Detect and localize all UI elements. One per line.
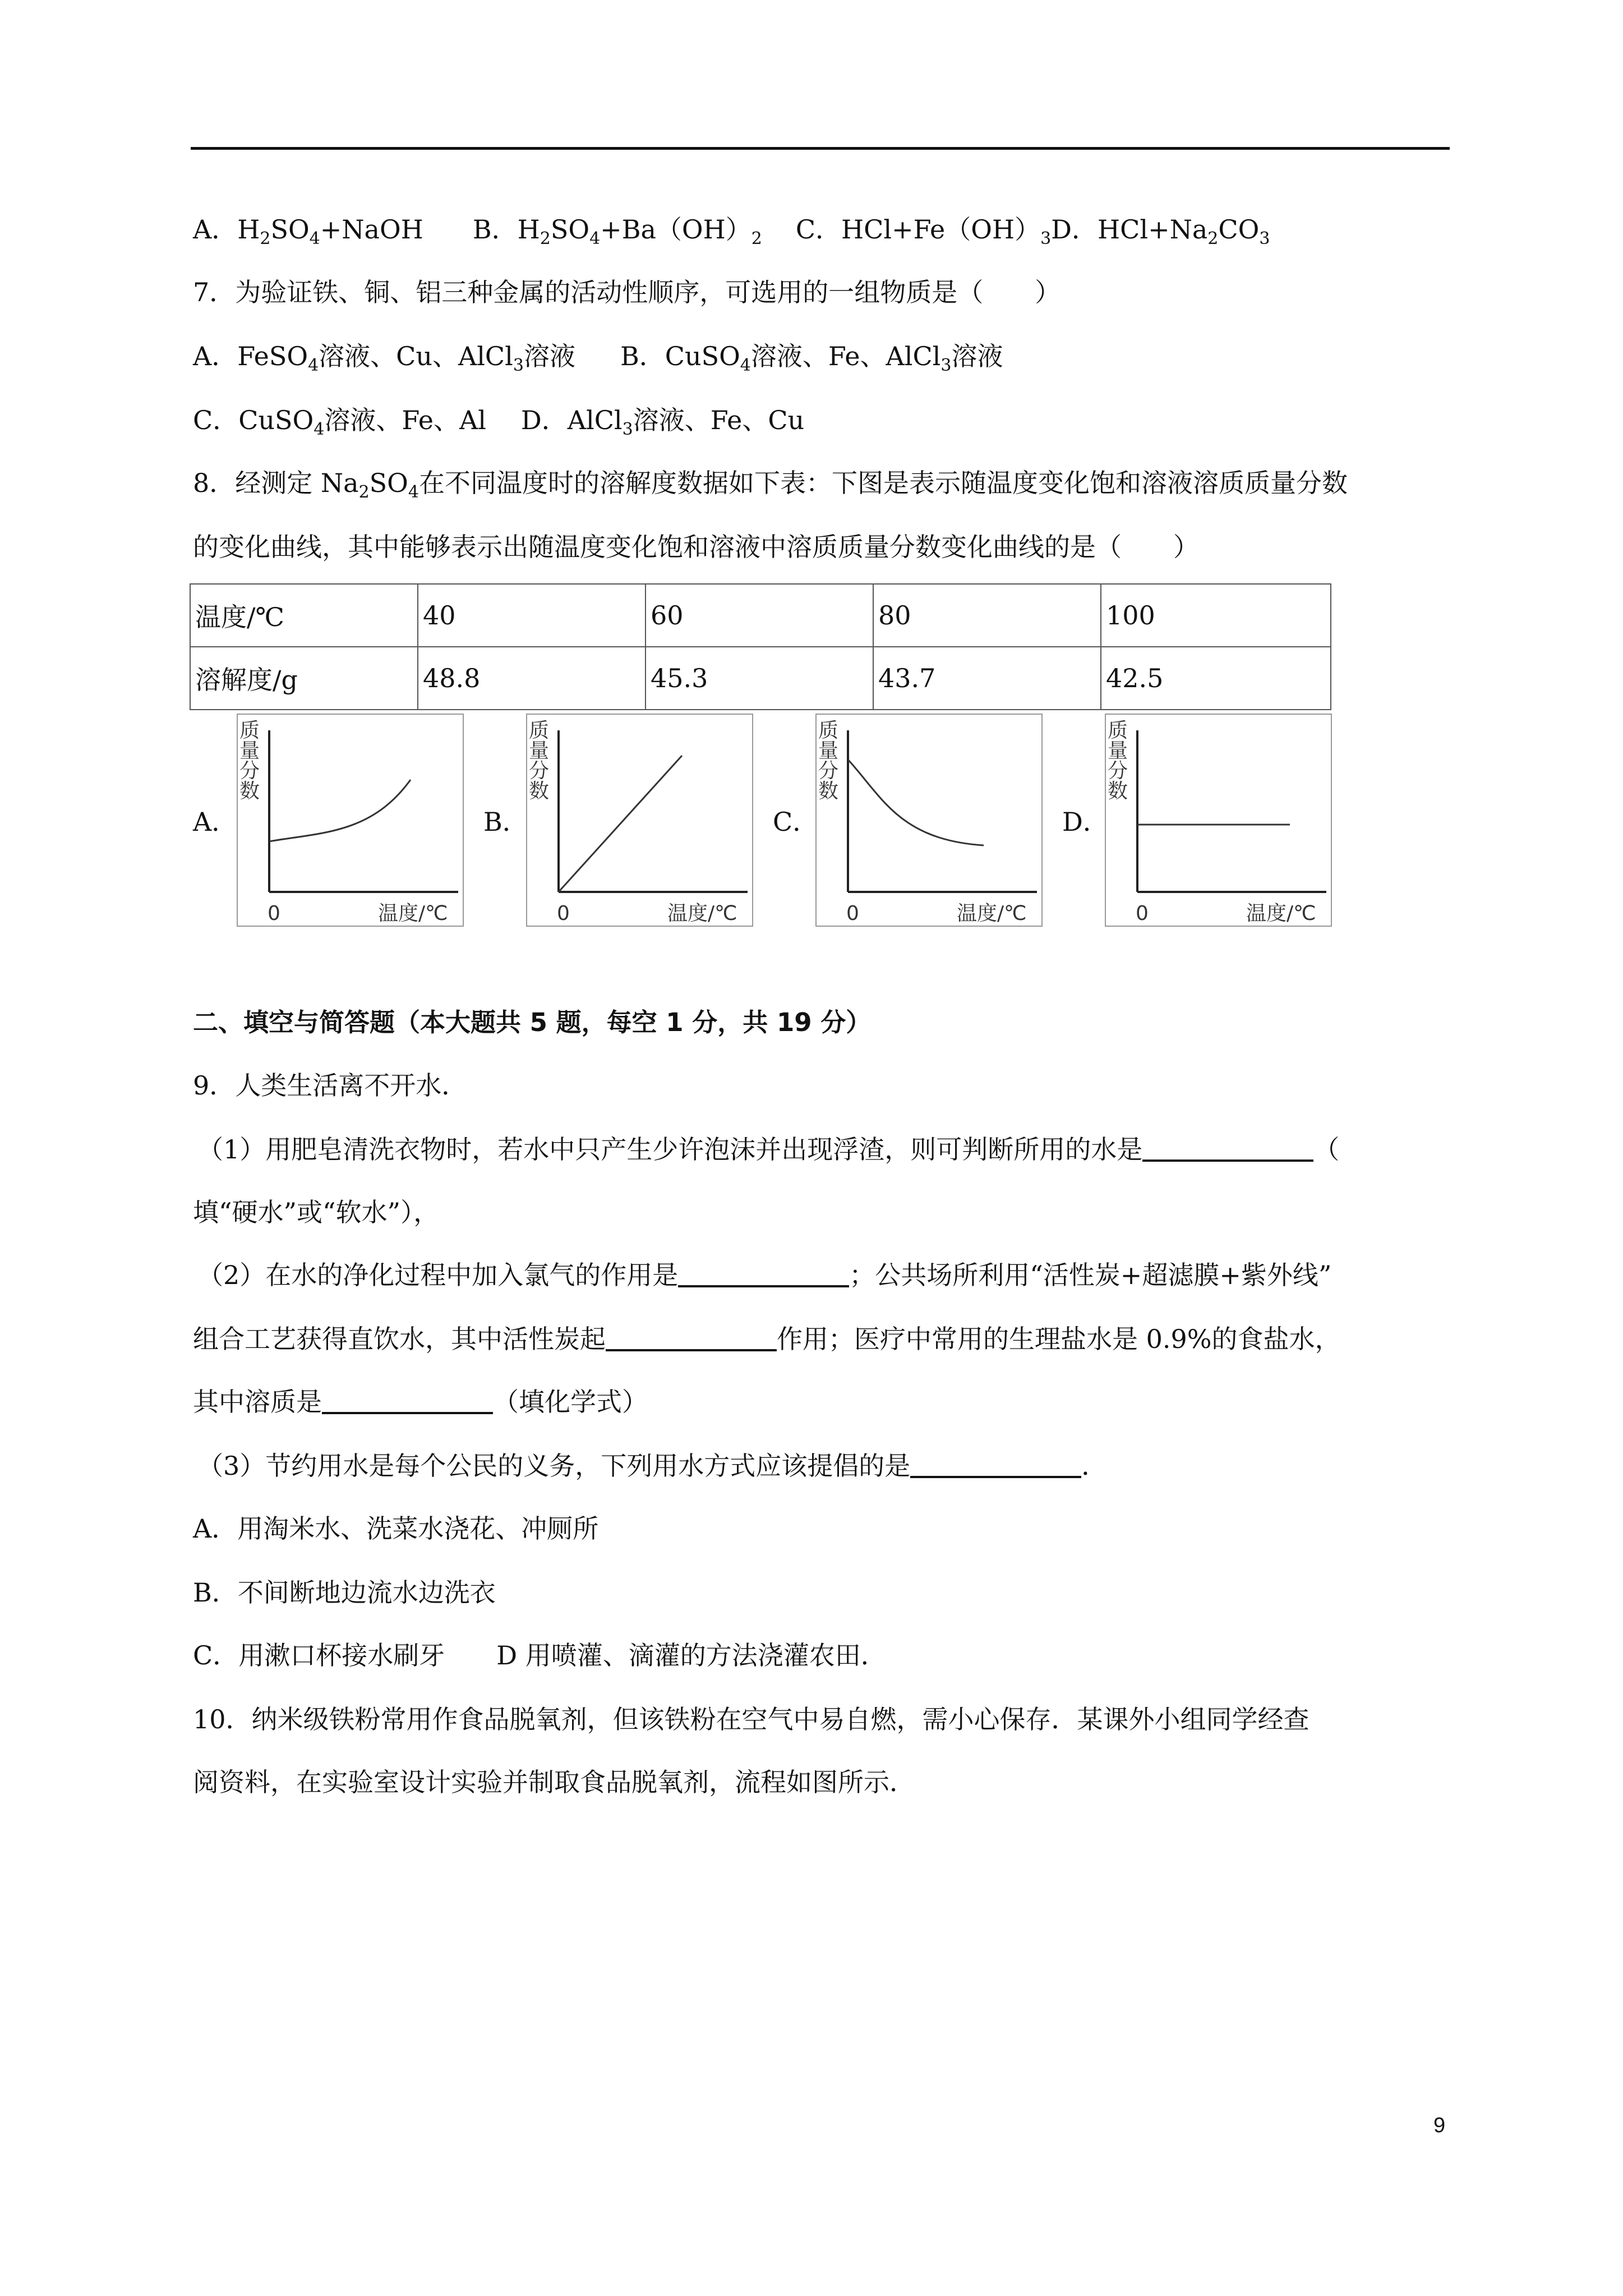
table-cell: 80 xyxy=(873,584,1101,647)
table-row xyxy=(190,647,1331,710)
q8-option-a-label: A． xyxy=(193,807,238,837)
q9-part3-line: （3）节约用水是每个公民的义务，下列用水方式应该提倡的是 ． xyxy=(197,1451,1108,1481)
section-2-heading: 二、填空与简答题（本大题共 5 题，每空 1 分，共 19 分） xyxy=(193,1007,872,1037)
solubility-table xyxy=(190,583,1331,710)
xlabel: 温度/℃ xyxy=(667,902,737,925)
xlabel: 温度/℃ xyxy=(378,902,448,925)
q10-stem-line1: 10．纳米级铁粉常用作食品脱氧剂，但该铁粉在空气中易自燃，需小心保存．某课外小组同学经查 xyxy=(193,1704,1310,1734)
q6-option-a: A．$H_2SO_4+NaOH$ xyxy=(193,214,423,249)
curve-linear xyxy=(559,756,682,892)
q8-option-b-label: B． xyxy=(483,807,528,837)
q7-option-b: B．CuSO$_4$溶液、Fe、AlCl$_3$溶液 xyxy=(620,341,1003,375)
page-number: 9 xyxy=(1433,2114,1446,2137)
q6-options-line xyxy=(193,214,1270,249)
table-cell: 溶解度/g xyxy=(190,647,418,710)
table-cell: 60 xyxy=(645,584,873,647)
ylabel-char: 分 xyxy=(1108,760,1128,783)
curve-rising xyxy=(269,780,411,841)
q7-options-cd xyxy=(193,407,804,438)
q9-part2-line3: 其中溶质是 （填化学式） xyxy=(193,1387,648,1417)
q7-option-d: D．AlCl$_3$溶液、Fe、Cu xyxy=(520,405,805,439)
q9-part2-line1: （2）在水的净化过程中加入氯气的作用是 ；公共场所利用“活性炭+超滤膜+紫外线” xyxy=(197,1260,1332,1290)
graph-a xyxy=(237,714,464,927)
xlabel: 温度/℃ xyxy=(957,902,1027,925)
ylabel-char: 数 xyxy=(1108,780,1128,803)
q7-option-c: C．CuSO$_4$溶液、Fe、Al xyxy=(193,405,486,439)
xlabel: 温度/℃ xyxy=(1246,902,1316,925)
graph-frame xyxy=(527,714,753,926)
q9-part1-line2: 填“硬水”或“软水”）， xyxy=(193,1197,440,1227)
table-cell: 45.3 xyxy=(645,647,873,710)
q8-stem-line2: 的变化曲线，其中能够表示出随温度变化饱和溶液中溶质质量分数变化曲线的是（ ） xyxy=(193,532,1199,562)
table-cell: 48.8 xyxy=(418,647,645,710)
answer-blank[interactable] xyxy=(678,1263,849,1287)
ylabel-char: 量 xyxy=(818,739,839,762)
table-cell: 温度/℃ xyxy=(190,584,418,647)
origin-label: 0 xyxy=(846,902,859,925)
q9-part2-line2: 组合工艺获得直饮水，其中活性炭起 作用；医疗中常用的生理盐水是 0.9%的食盐水， xyxy=(193,1324,1341,1354)
q9-stem: 9．人类生活离不开水． xyxy=(193,1070,468,1101)
table-cell: 100 xyxy=(1101,584,1331,647)
q9-option-b: B．不间断地边流水边洗衣 xyxy=(193,1577,496,1608)
table-cell: 43.7 xyxy=(873,647,1101,710)
origin-label: 0 xyxy=(268,902,280,925)
answer-blank[interactable] xyxy=(910,1453,1081,1478)
ylabel-char: 质 xyxy=(239,719,260,742)
ylabel-char: 分 xyxy=(239,760,260,783)
q9-options-cd xyxy=(193,1640,887,1671)
q7-stem: 7．为验证铁、铜、铝三种金属的活动性顺序，可选用的一组物质是（ ） xyxy=(193,277,1061,307)
q6-option-b: B．$H_2SO_4+Ba(OH)_2$ xyxy=(472,214,762,249)
q7-options-ab xyxy=(193,343,1003,374)
graph-d xyxy=(1105,714,1332,927)
q8-stem-line1: 8．经测定 $Na_2SO_4$在不同温度时的溶解度数据如下表：下图是表示随温度变化饱和溶液溶质质量分数 xyxy=(193,468,1348,502)
q8-option-c-label: C． xyxy=(773,807,819,837)
q7-option-a: A．FeSO$_4$溶液、Cu、AlCl$_3$溶液 xyxy=(193,341,575,375)
answer-blank[interactable] xyxy=(322,1389,493,1414)
q10-stem-line2: 阅资料，在实验室设计实验并制取食品脱氧剂，流程如图所示． xyxy=(193,1767,915,1797)
q9-part1-line1: （1）用肥皂清洗衣物时，若水中只产生少许泡沫并出现浮渣，则可判断所用的水是 （ xyxy=(197,1134,1340,1165)
ylabel-char: 分 xyxy=(529,760,550,783)
table-cell: 42.5 xyxy=(1101,647,1331,710)
curve-falling xyxy=(848,760,984,845)
ylabel-char: 数 xyxy=(239,780,260,803)
q6-option-d: D．$HCl+Na_2CO_3$ xyxy=(1051,214,1270,249)
graph-c xyxy=(815,714,1043,927)
ylabel-char: 分 xyxy=(818,760,839,783)
q9-option-c: C．用漱口杯接水刷牙 xyxy=(193,1640,445,1671)
ylabel-char: 数 xyxy=(818,780,839,803)
answer-blank[interactable] xyxy=(606,1327,777,1351)
ylabel-char: 数 xyxy=(529,780,550,803)
origin-label: 0 xyxy=(1136,902,1149,925)
ylabel-char: 量 xyxy=(529,739,550,762)
q8-option-d-label: D． xyxy=(1062,807,1109,837)
answer-blank[interactable] xyxy=(1142,1137,1313,1162)
ylabel-char: 量 xyxy=(239,739,260,762)
ylabel-char: 质 xyxy=(529,719,550,742)
graph-frame xyxy=(816,714,1042,926)
ylabel-char: 量 xyxy=(1108,739,1128,762)
header-rule xyxy=(191,147,1450,150)
graph-frame xyxy=(237,714,463,926)
table-cell: 40 xyxy=(418,584,645,647)
table-row xyxy=(190,584,1331,647)
graph-frame xyxy=(1105,714,1331,926)
ylabel-char: 质 xyxy=(818,719,839,742)
ylabel-char: 质 xyxy=(1108,719,1128,742)
q6-option-c: C．$HCl+Fe(OH)_3$ xyxy=(795,214,1052,249)
graph-b xyxy=(526,714,753,927)
q9-option-d: D 用喷灌、滴灌的方法浇灌农田． xyxy=(496,1640,887,1671)
origin-label: 0 xyxy=(557,902,570,925)
q9-option-a: A．用淘米水、洗菜水浇花、冲厕所 xyxy=(193,1513,599,1544)
